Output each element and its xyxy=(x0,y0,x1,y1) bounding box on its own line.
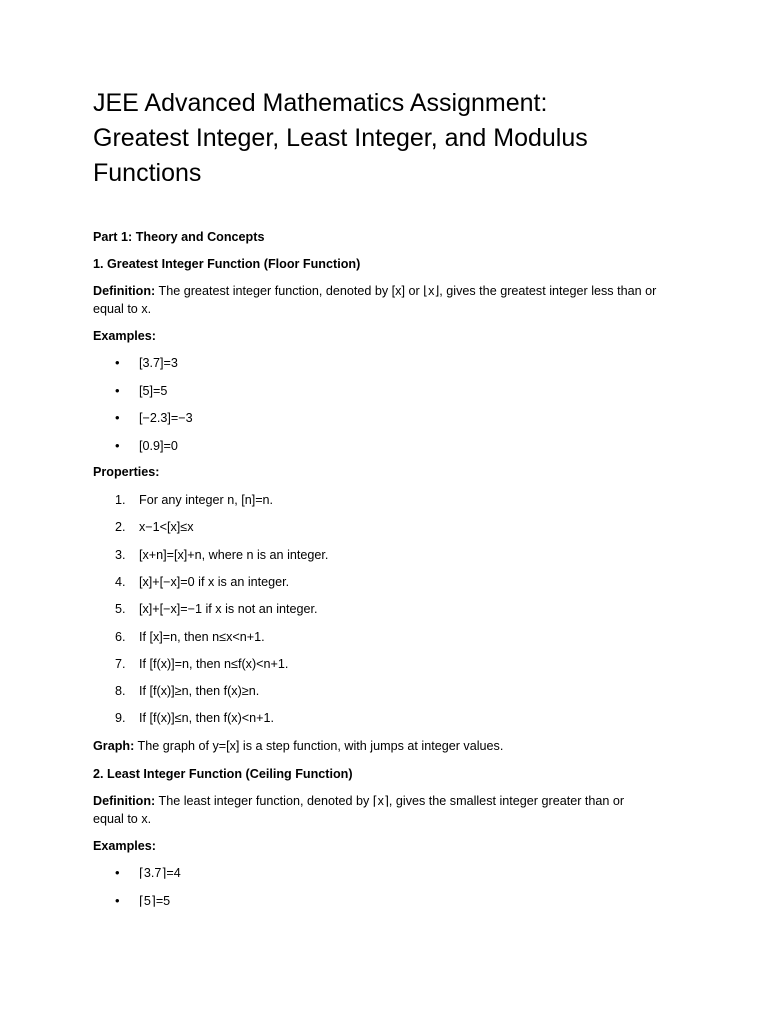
list-number: 6. xyxy=(115,630,126,644)
definition-text: The greatest integer function, denoted by [x] or ⌊x⌋, gives the greatest integer less than or equal to x. xyxy=(93,284,657,316)
bullet: • xyxy=(115,410,120,425)
document-title xyxy=(93,86,693,191)
bullet: • xyxy=(115,893,120,908)
list-number: 3. xyxy=(115,548,126,562)
example-text: ⌈5⌉=5 xyxy=(139,894,171,908)
bullet: • xyxy=(115,865,120,880)
examples-label-ceiling: Examples: xyxy=(93,839,156,853)
property-text: [x]+[−x]=0 if x is an integer. xyxy=(139,575,290,589)
definition-ceiling xyxy=(93,792,658,828)
example-text: [5]=5 xyxy=(139,384,168,398)
example-text: [−2.3]=−3 xyxy=(139,411,193,425)
title-line-3: Functions xyxy=(93,159,202,187)
list-number: 8. xyxy=(115,684,126,698)
property-text: If [f(x)]≤n, then f(x)<n+1. xyxy=(139,711,275,725)
property-text: If [f(x)]=n, then n≤f(x)<n+1. xyxy=(139,657,289,671)
list-number: 7. xyxy=(115,657,126,671)
list-number: 2. xyxy=(115,520,126,534)
definition-label: Definition: xyxy=(93,284,156,298)
definition-text: The least integer function, denoted by ⌈x⌉, gives the smallest integer greater than or equal to x. xyxy=(93,794,625,826)
property-text: If [f(x)]≥n, then f(x)≥n. xyxy=(139,684,260,698)
definition-label: Definition: xyxy=(93,794,156,808)
list-number: 1. xyxy=(115,493,126,507)
bullet: • xyxy=(115,383,120,398)
section-heading-floor: 1. Greatest Integer Function (Floor Function) xyxy=(93,257,361,271)
graph-label: Graph: xyxy=(93,739,135,753)
bullet: • xyxy=(115,355,120,370)
section-heading-ceiling: 2. Least Integer Function (Ceiling Function) xyxy=(93,767,353,781)
definition-floor xyxy=(93,282,678,318)
title-line-1: JEE Advanced Mathematics Assignment: xyxy=(93,89,548,117)
part-heading: Part 1: Theory and Concepts xyxy=(93,230,265,244)
example-text: [0.9]=0 xyxy=(139,439,178,453)
list-number: 5. xyxy=(115,602,126,616)
examples-label-floor: Examples: xyxy=(93,329,156,343)
property-text: [x]+[−x]=−1 if x is not an integer. xyxy=(139,602,318,616)
property-text: x−1<[x]≤x xyxy=(139,520,194,534)
list-number: 4. xyxy=(115,575,126,589)
bullet: • xyxy=(115,438,120,453)
property-text: If [x]=n, then n≤x<n+1. xyxy=(139,630,265,644)
example-text: ⌈3.7⌉=4 xyxy=(139,866,181,880)
list-number: 9. xyxy=(115,711,126,725)
graph-text: The graph of y=[x] is a step function, with jumps at integer values. xyxy=(134,739,504,753)
property-text: For any integer n, [n]=n. xyxy=(139,493,274,507)
title-line-2: Greatest Integer, Least Integer, and Modulus xyxy=(93,124,588,152)
example-text: [3.7]=3 xyxy=(139,356,178,370)
graph-description xyxy=(93,737,693,755)
property-text: [x+n]=[x]+n, where n is an integer. xyxy=(139,548,329,562)
properties-label: Properties: xyxy=(93,465,160,479)
